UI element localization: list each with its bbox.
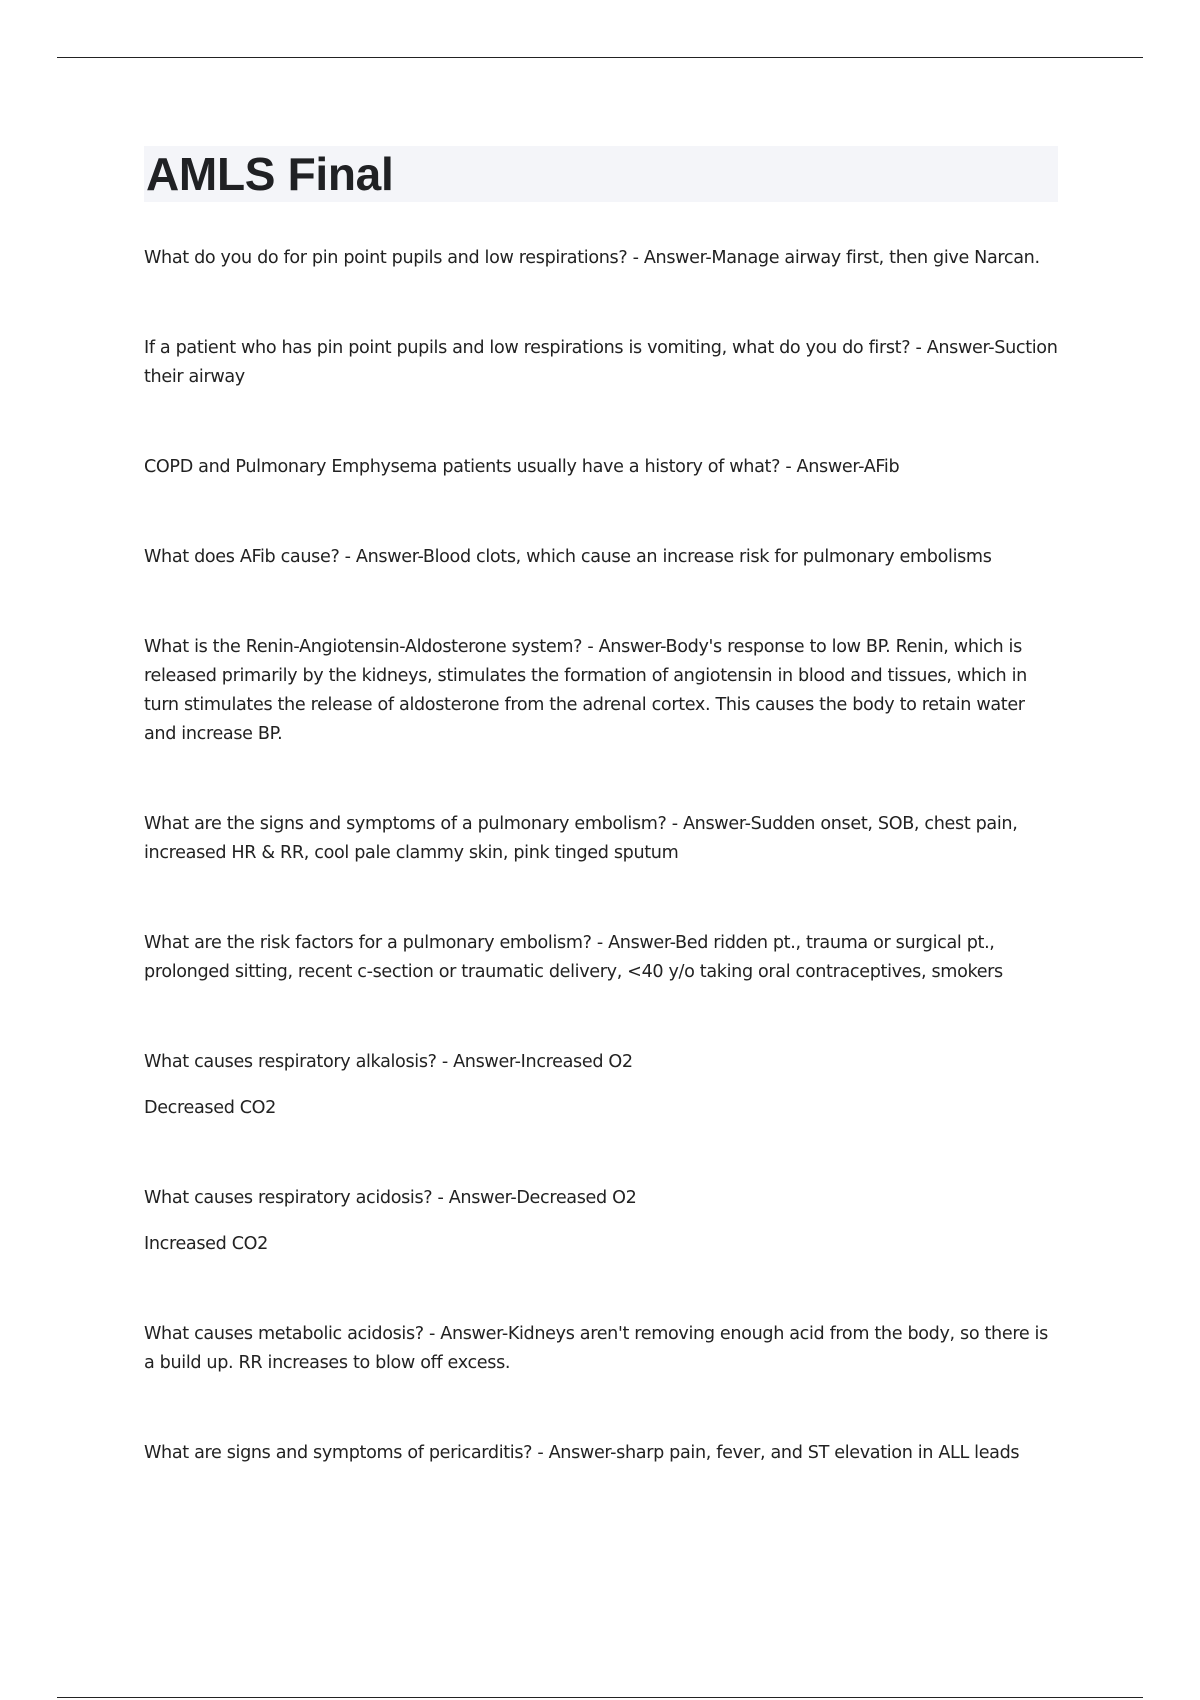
qa-text: What causes metabolic acidosis? - Answer-Kidneys aren't removing enough acid from the body, so there is a build up. RR increases to blow off excess.: [144, 1324, 1048, 1373]
qa-text: What is the Renin-Angiotensin-Aldosterone system? - Answer-Body's response to low BP. Renin, which is released primarily by the kidneys, stimulates the formation of angiotensin in blood and tissues, which in turn stimulates the release of aldosterone from the adrenal cortex. This causes the body to retain water and increase BP.: [144, 637, 1027, 744]
qa-item: [144, 1439, 1058, 1468]
qa-text: What are the signs and symptoms of a pulmonary embolism? - Answer-Sudden onset, SOB, chest pain, increased HR & RR, cool pale clammy skin, pink tinged sputum: [144, 814, 1018, 863]
qa-text: COPD and Pulmonary Emphysema patients usually have a history of what? - Answer-AFib: [144, 457, 900, 477]
qa-item: [144, 929, 1058, 987]
qa-item: [144, 1048, 1058, 1123]
qa-item: [144, 1184, 1058, 1259]
qa-text: If a patient who has pin point pupils and low respirations is vomiting, what do you do first? - Answer-Suction their airway: [144, 338, 1058, 387]
qa-text: What do you do for pin point pupils and low respirations? - Answer-Manage airway first, then give Narcan.: [144, 248, 1040, 268]
qa-item: [144, 810, 1058, 868]
qa-item: [144, 543, 1058, 572]
qa-text: What causes respiratory alkalosis? - Answer-Increased O2: [144, 1052, 633, 1072]
bottom-divider: [57, 1697, 1143, 1698]
qa-text: What are signs and symptoms of pericarditis? - Answer-sharp pain, fever, and ST elevation in ALL leads: [144, 1443, 1020, 1463]
qa-extra-line: Decreased CO2: [144, 1098, 277, 1118]
qa-extra-line: Increased CO2: [144, 1234, 268, 1254]
qa-item: [144, 633, 1058, 749]
qa-item: [144, 334, 1058, 392]
qa-text: What causes respiratory acidosis? - Answer-Decreased O2: [144, 1188, 637, 1208]
qa-item: [144, 1320, 1058, 1378]
qa-item: [144, 453, 1058, 482]
qa-list: [144, 244, 1058, 1468]
qa-text: What are the risk factors for a pulmonary embolism? - Answer-Bed ridden pt., trauma or surgical pt., prolonged sitting, recent c-section or traumatic delivery, <40 y/o taking oral contraceptives, smokers: [144, 933, 1003, 982]
qa-item: [144, 244, 1058, 273]
title-band: [144, 146, 1058, 202]
document-title: AMLS Final: [146, 148, 394, 200]
document-page: [144, 146, 1058, 1529]
qa-text: What does AFib cause? - Answer-Blood clots, which cause an increase risk for pulmonary embolisms: [144, 547, 992, 567]
top-divider: [57, 57, 1143, 58]
